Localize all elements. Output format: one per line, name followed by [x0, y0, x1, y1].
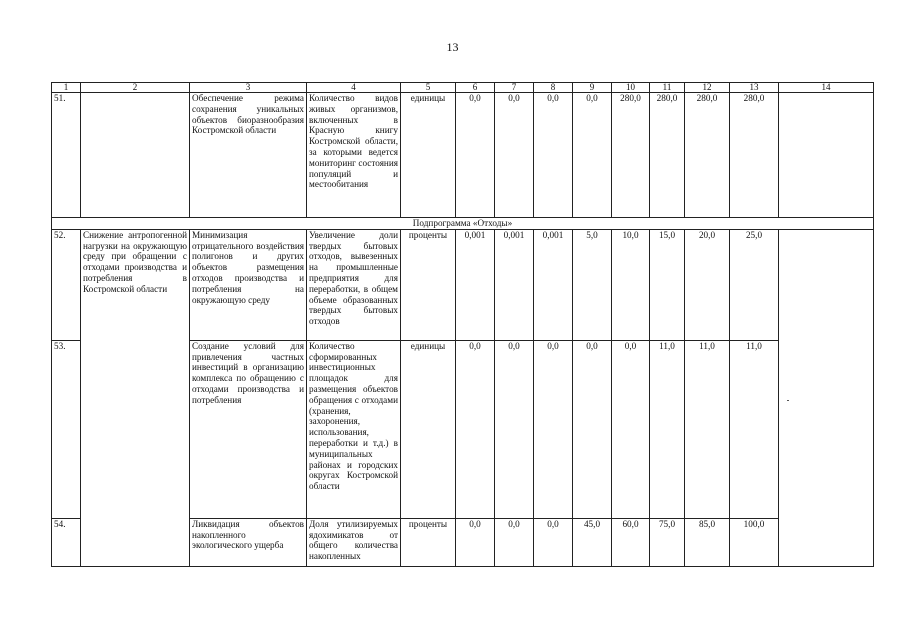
- value-cell: 0,0: [534, 340, 573, 518]
- value-cell: 20,0: [685, 229, 730, 340]
- unit-cell: проценты: [401, 229, 456, 340]
- unit-cell: проценты: [401, 518, 456, 566]
- column-number: 9: [573, 83, 612, 93]
- unit-cell: единицы: [401, 93, 456, 218]
- column-number: 2: [81, 83, 190, 93]
- goal-cell: Снижение антропогенной нагрузки на окружающую среду при обращении с отходами производства и потребления в Костромской области: [81, 229, 190, 566]
- column-number: 3: [190, 83, 307, 93]
- value-cell: 280,0: [685, 93, 730, 218]
- column-number: 11: [650, 83, 685, 93]
- value-cell: 11,0: [650, 340, 685, 518]
- value-cell: 5,0: [573, 229, 612, 340]
- value-cell: 75,0: [650, 518, 685, 566]
- value-cell: 45,0: [573, 518, 612, 566]
- scan-speck: [787, 400, 789, 401]
- row-number: 53.: [52, 340, 81, 518]
- value-cell: 60,0: [612, 518, 650, 566]
- value-cell: 0,0: [573, 340, 612, 518]
- column-number: 4: [307, 83, 401, 93]
- column-number: 10: [612, 83, 650, 93]
- value-cell: 0,0: [534, 93, 573, 218]
- subprogram-row: [52, 218, 874, 230]
- value-cell: 0,0: [456, 518, 495, 566]
- value-cell: 280,0: [650, 93, 685, 218]
- value-cell: 11,0: [685, 340, 730, 518]
- note-cell: [779, 229, 874, 566]
- column-number: 14: [779, 83, 874, 93]
- row-number: 52.: [52, 229, 81, 340]
- value-cell: 0,0: [612, 340, 650, 518]
- value-cell: 0,001: [534, 229, 573, 340]
- column-number: 7: [495, 83, 534, 93]
- value-cell: 85,0: [685, 518, 730, 566]
- value-cell: 0,001: [456, 229, 495, 340]
- column-number: 12: [685, 83, 730, 93]
- column-number: 13: [730, 83, 779, 93]
- indicator-cell: Количество сформированных инвестиционных площадок для размещения объектов обращения с отходами (хранения, захоронения, использования, переработки и т.д.) в муниципальных районах и городских округах Костромской области: [307, 340, 401, 518]
- value-cell: 0,0: [534, 518, 573, 566]
- column-number-row: [52, 83, 874, 93]
- subprogram-title: Подпрограмма «Отходы»: [52, 218, 874, 230]
- task-cell: Создание условий для привлечения частных инвестиций в организацию комплекса по обращению с отходами производства и потребления: [190, 340, 307, 518]
- value-cell: 15,0: [650, 229, 685, 340]
- value-cell: 0,0: [456, 93, 495, 218]
- value-cell: 0,0: [495, 518, 534, 566]
- row-number: 51.: [52, 93, 81, 218]
- value-cell: 0,0: [573, 93, 612, 218]
- value-cell: 0,0: [456, 340, 495, 518]
- indicators-table: [51, 82, 874, 567]
- column-number: 6: [456, 83, 495, 93]
- column-number: 5: [401, 83, 456, 93]
- page-number: 13: [446, 40, 459, 54]
- indicator-cell: Увеличение доли твердых бытовых отходов, вывезенных на промышленные предприятия для переработки, в общем объеме образованных твердых бытовых отходов: [307, 229, 401, 340]
- table-row: [52, 93, 874, 218]
- column-number: 8: [534, 83, 573, 93]
- indicator-cell: Доля утилизируемых ядохимикатов от общего количества накопленных: [307, 518, 401, 566]
- value-cell: 0,0: [495, 93, 534, 218]
- value-cell: 25,0: [730, 229, 779, 340]
- column-number: 1: [52, 83, 81, 93]
- value-cell: 10,0: [612, 229, 650, 340]
- goal-cell: [81, 93, 190, 218]
- value-cell: 0,0: [495, 340, 534, 518]
- row-number: 54.: [52, 518, 81, 566]
- value-cell: 280,0: [730, 93, 779, 218]
- value-cell: 0,001: [495, 229, 534, 340]
- value-cell: 100,0: [730, 518, 779, 566]
- value-cell: 280,0: [612, 93, 650, 218]
- value-cell: 11,0: [730, 340, 779, 518]
- task-cell: Минимизация отрицательного воздействия полигонов и других объектов размещения отходов производства и потребления на окружающую среду: [190, 229, 307, 340]
- note-cell: [779, 93, 874, 218]
- task-cell: Обеспечение режима сохранения уникальных объектов биоразнообразия Костромской области: [190, 93, 307, 218]
- indicator-cell: Количество видов живых организмов, включенных в Красную книгу Костромской области, за которыми ведется мониторинг состояния популяций и местообитания: [307, 93, 401, 218]
- table-row: [52, 229, 874, 340]
- task-cell: Ликвидация объектов накопленного экологического ущерба: [190, 518, 307, 566]
- unit-cell: единицы: [401, 340, 456, 518]
